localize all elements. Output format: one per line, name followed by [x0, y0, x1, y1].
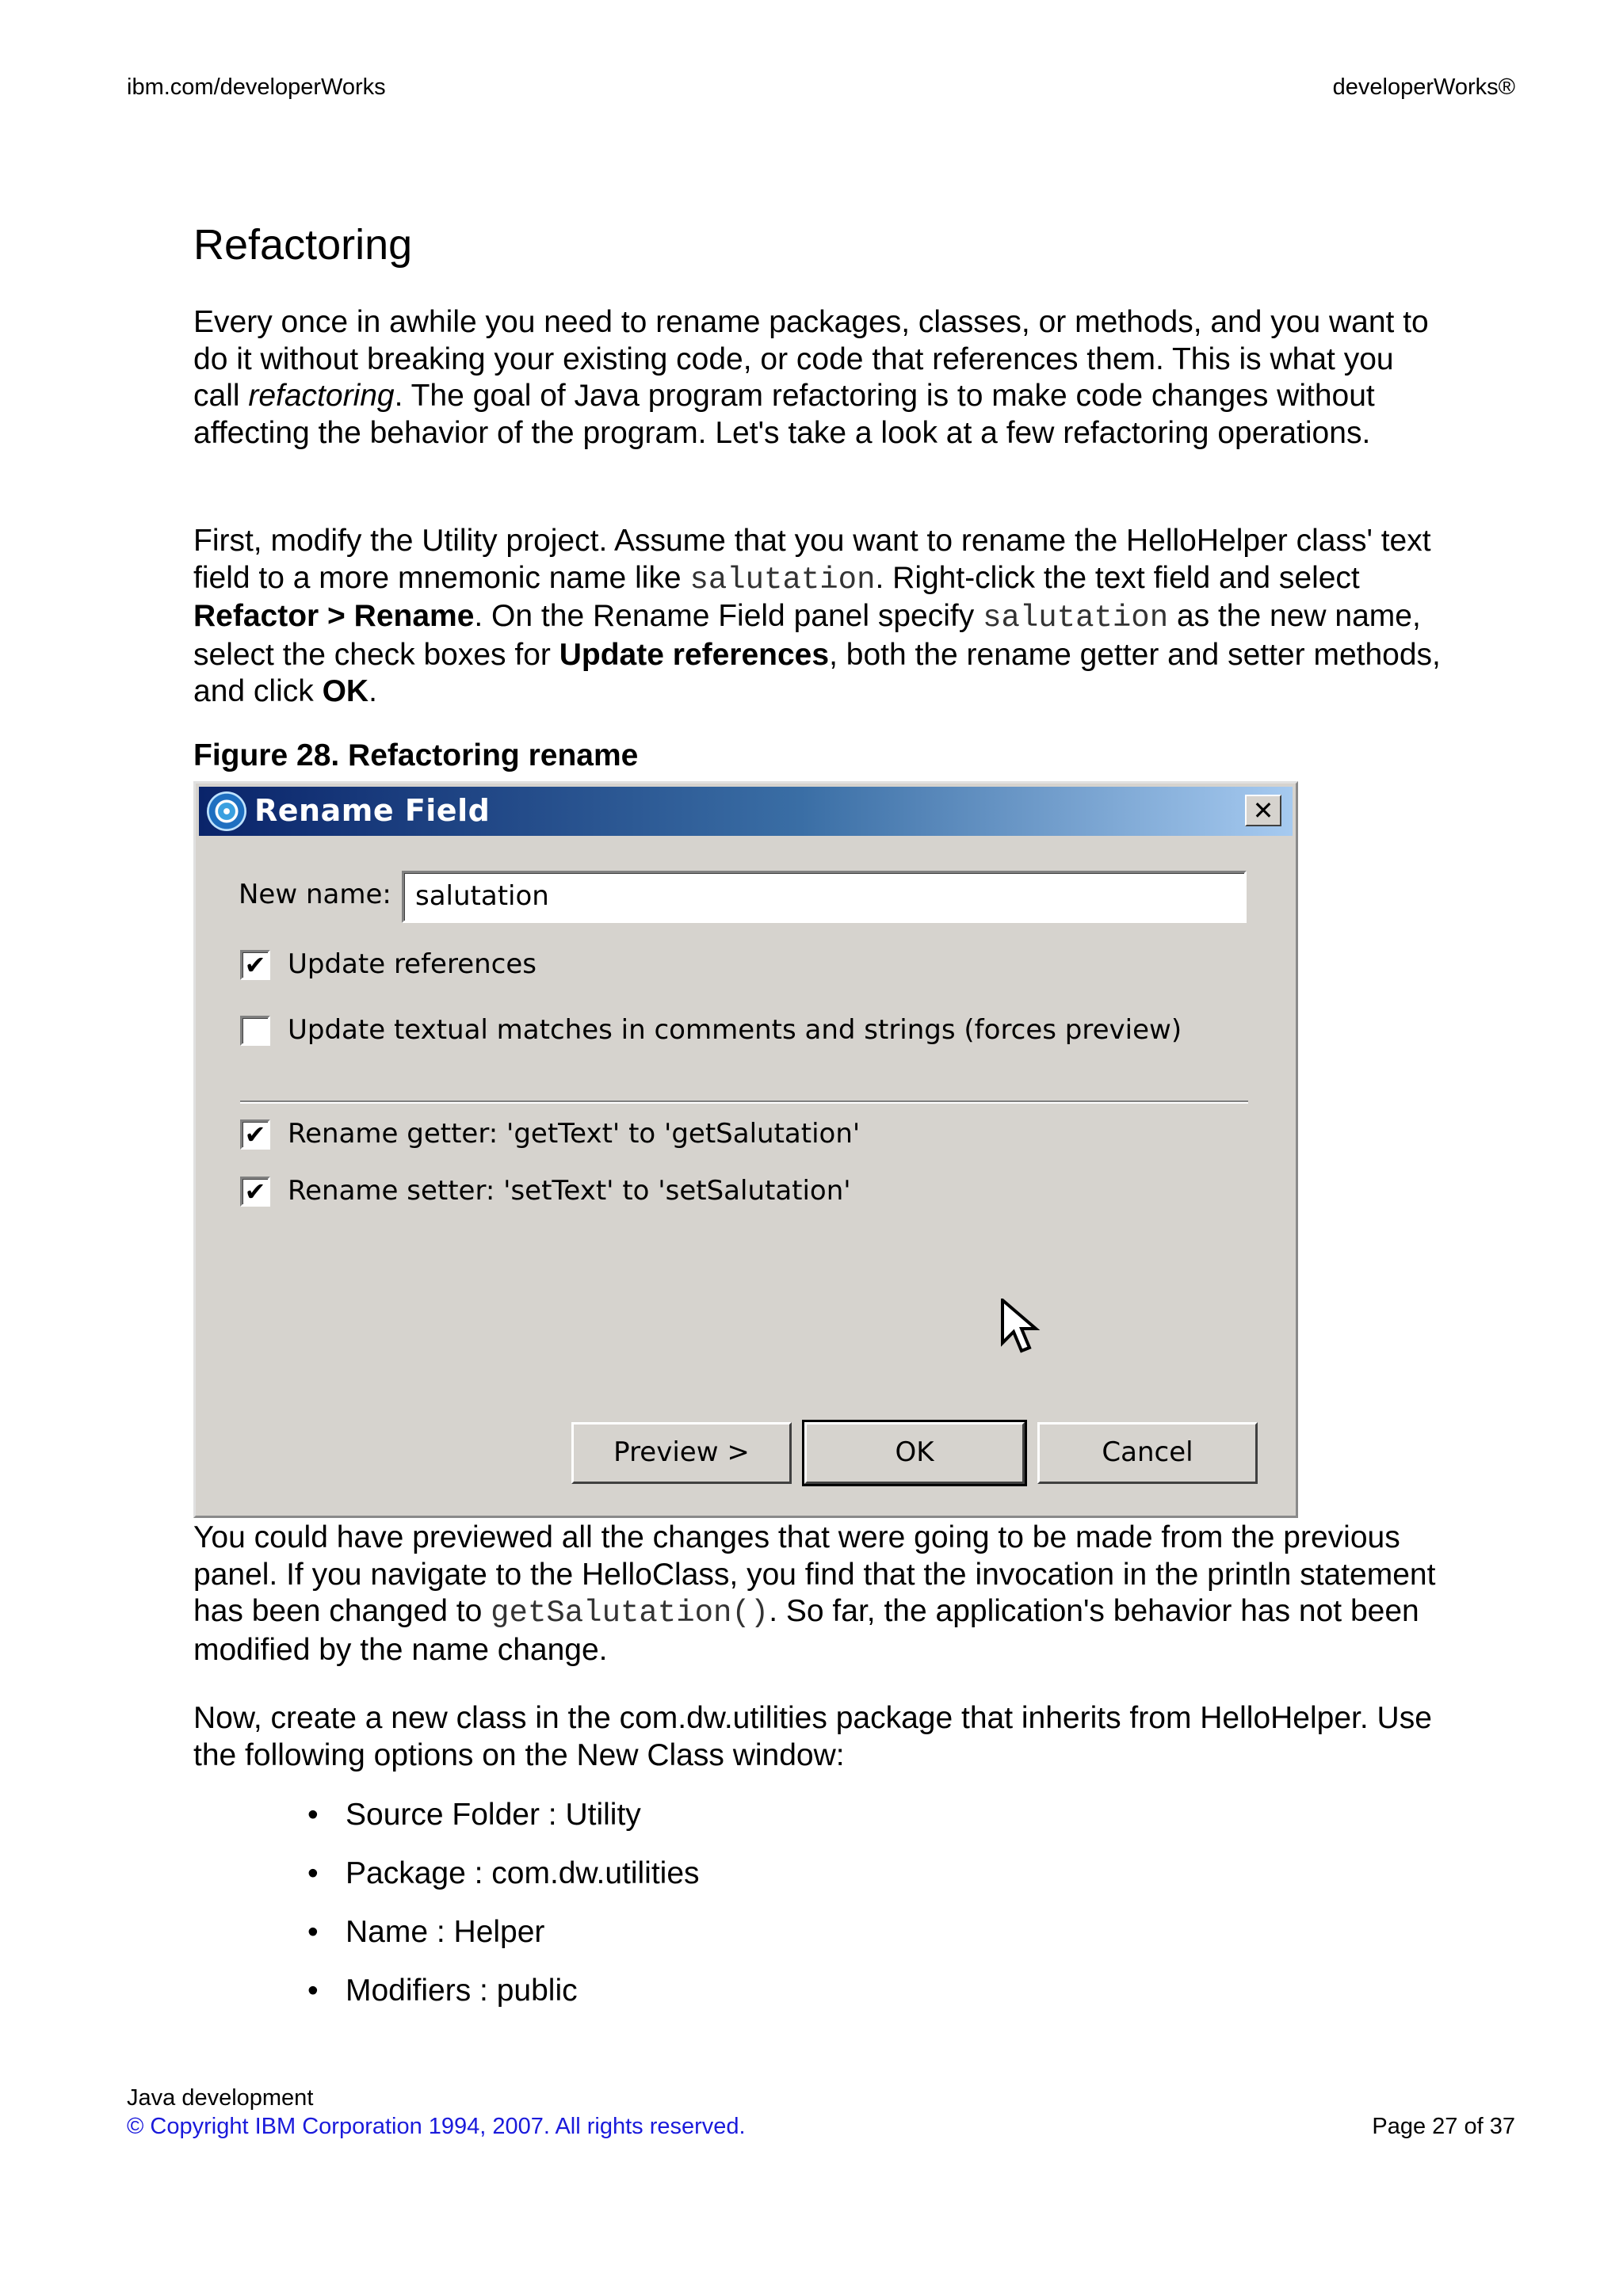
list-item: • Name : Helper: [307, 1914, 700, 1973]
update-references-checkbox[interactable]: ✔: [240, 950, 270, 980]
intro-text-tail: . The goal of Java program refactoring is to make code changes without affecting the behavior of the program. Let's take a look at a few refactoring operations.: [193, 379, 1375, 450]
rename-setter-label[interactable]: Rename setter: 'setText' to 'setSalutation': [288, 1175, 851, 1207]
new-name-input[interactable]: salutation: [402, 871, 1247, 923]
close-icon[interactable]: ✕: [1245, 795, 1281, 826]
figure-caption: Figure 28. Refactoring rename: [193, 738, 639, 772]
instr-d: as the new name, select the check boxes for: [193, 599, 1421, 672]
footer-doc-title: Java development: [127, 2085, 314, 2111]
dialog-title: Rename Field: [254, 793, 491, 828]
update-references-label[interactable]: Update references: [288, 948, 537, 980]
list-item: • Package : com.dw.utilities: [307, 1855, 700, 1914]
instr-a: First, modify the Utility project. Assume that you want to rename the HelloHelper class' text field to a more mnemonic name like: [193, 524, 1431, 595]
footer-page-number: Page 27 of 37: [1372, 2114, 1515, 2139]
instr-bold-3: OK: [322, 674, 369, 708]
eclipse-app-icon: [207, 791, 246, 831]
instr-bold-1: Refactor > Rename: [193, 599, 475, 633]
footer-copyright-link[interactable]: © Copyright IBM Corporation 1994, 2007. All rights reserved.: [127, 2114, 746, 2139]
preview-button[interactable]: Preview >: [571, 1422, 792, 1484]
rename-field-dialog: [193, 781, 1298, 1518]
preview-text-a: You could have previewed all the changes that were going to be made from the previous panel. If you navigate to the HelloClass, you find that the invocation in the println statement has been changed to: [193, 1520, 1436, 1628]
separator: [240, 1100, 1248, 1104]
paragraph-intro: [193, 304, 1445, 452]
instr-code-1: salutation: [689, 562, 876, 597]
header-brand: developerWorks®: [1332, 74, 1515, 100]
instr-e: , both the rename getter and setter methods, and click: [193, 637, 1441, 708]
paragraph-preview: [193, 1520, 1445, 1669]
list-item: • Modifiers : public: [307, 1973, 700, 2031]
textual-matches-checkbox[interactable]: [240, 1016, 270, 1046]
instr-code-2: salutation: [983, 601, 1169, 635]
textual-matches-label[interactable]: Update textual matches in comments and strings (forces preview): [288, 1014, 1182, 1046]
dialog-titlebar[interactable]: [199, 787, 1293, 836]
rename-setter-checkbox[interactable]: ✔: [240, 1177, 270, 1207]
new-name-label: New name:: [239, 879, 391, 910]
preview-text-b: . So far, the application's behavior has not been modified by the name change.: [193, 1594, 1419, 1667]
rename-getter-label[interactable]: Rename getter: 'getText' to 'getSalutation': [288, 1118, 861, 1150]
instr-f: .: [369, 674, 377, 708]
list-item: • Source Folder : Utility: [307, 1797, 700, 1855]
intro-text: Every once in awhile you need to rename packages, classes, or methods, and you want to do it without breaking your existing code, or code that references them. This is what you call: [193, 305, 1429, 413]
instr-b: . Right-click the text field and select: [875, 560, 1360, 595]
rename-getter-checkbox[interactable]: ✔: [240, 1119, 270, 1150]
paragraph-new-class: Now, create a new class in the com.dw.utilities package that inherits from HelloHelper. Use the following options on the New Class window:: [193, 1701, 1432, 1772]
mouse-cursor-icon: [1001, 1299, 1041, 1356]
instr-c: . On the Rename Field panel specify: [474, 599, 983, 633]
ok-button[interactable]: OK: [804, 1422, 1025, 1484]
header-site: ibm.com/developerWorks: [127, 74, 386, 100]
cancel-button[interactable]: Cancel: [1037, 1422, 1258, 1484]
paragraph-instructions: [193, 523, 1445, 711]
section-title: Refactoring: [193, 221, 413, 269]
options-list: [307, 1797, 700, 2031]
instr-bold-2: Update references: [559, 637, 830, 672]
intro-emphasis: refactoring: [248, 379, 395, 413]
preview-code: getSalutation(): [491, 1596, 769, 1630]
